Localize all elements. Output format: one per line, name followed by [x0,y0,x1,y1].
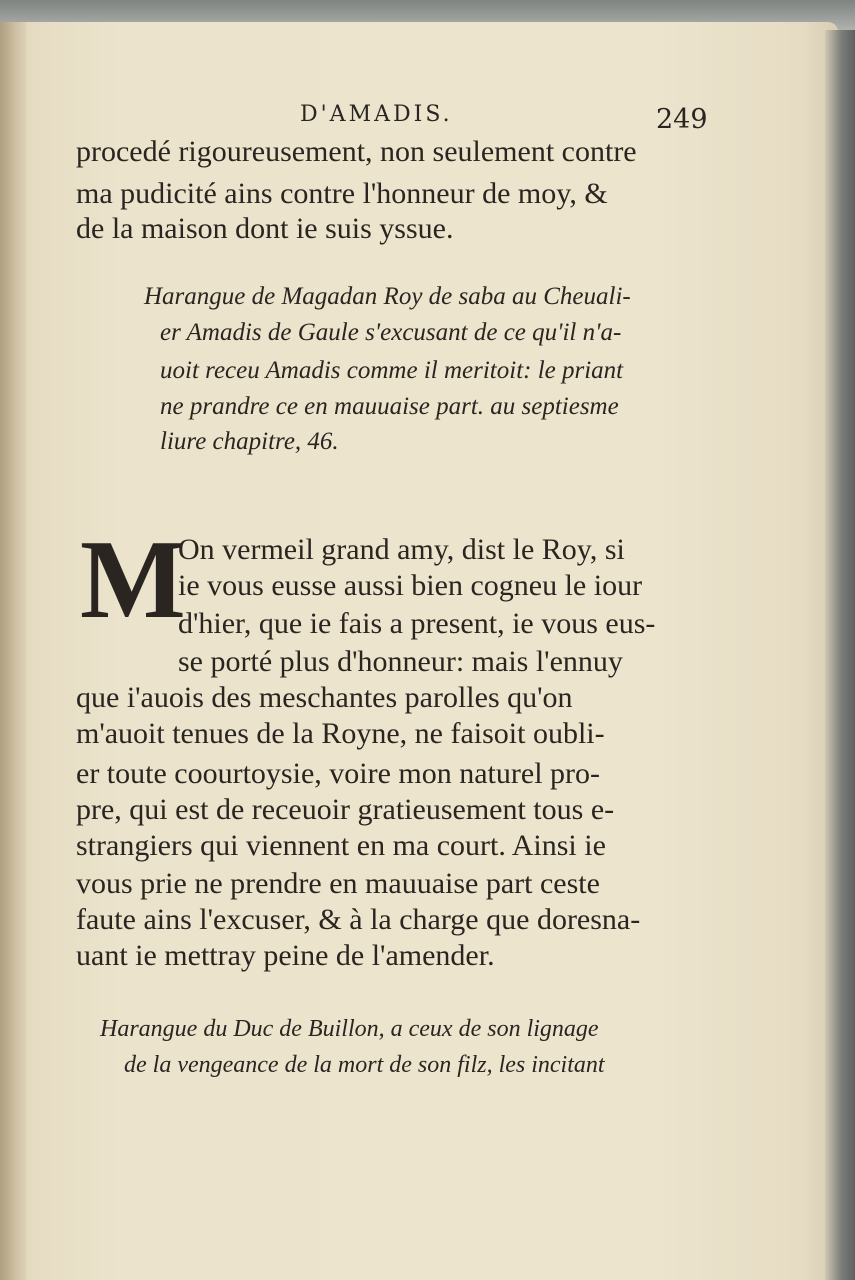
body-line: ma pudicité ains contre l'honneur de moy, & [76,177,608,210]
body-line: faute ains l'excuser, & à la charge que doresna- [76,903,641,936]
heading-line: uoit receu Amadis comme il meritoit: le priant [160,357,624,384]
body-line: vous prie ne prendre en mauuaise part ceste [76,867,600,900]
body-line: que i'auois des meschantes parolles qu'on [76,681,573,714]
heading-line: de la vengeance de la mort de son filz, les incitant [124,1052,605,1078]
drop-capital: M [80,518,186,642]
body-line: d'hier, que ie fais a present, ie vous eus- [178,607,656,640]
heading-line: Harangue du Duc de Buillon, a ceux de son lignage [100,1016,599,1042]
page-gutter-shadow [0,22,26,1280]
page-edges [825,30,855,1280]
heading-line: Harangue de Magadan Roy de saba au Cheuali- [144,283,631,310]
heading-line: ne prandre ce en mauuaise part. au septiesme [160,393,619,420]
body-line: strangiers qui viennent en ma court. Ainsi ie [76,829,606,862]
page-number: 249 [656,104,708,135]
heading-line: liure chapitre, 46. [160,428,339,455]
body-line: m'auoit tenues de la Royne, ne faisoit oubli- [76,717,605,750]
body-line: er toute coourtoysie, voire mon naturel pro- [76,757,601,790]
body-line: ie vous eusse aussi bien cogneu le iour [178,569,643,602]
body-line: uant ie mettray peine de l'amender. [76,939,495,972]
body-line: procedé rigoureusement, non seulement contre [76,135,637,168]
body-line: de la maison dont ie suis yssue. [76,212,454,245]
body-line: On vermeil grand amy, dist le Roy, si [178,533,625,566]
body-line: se porté plus d'honneur: mais l'ennuy [178,645,623,678]
running-title: D'AMADIS. [300,102,453,127]
heading-line: er Amadis de Gaule s'excusant de ce qu'il n'a- [160,319,622,346]
body-line: pre, qui est de receuoir gratieusement tous e- [76,793,615,826]
